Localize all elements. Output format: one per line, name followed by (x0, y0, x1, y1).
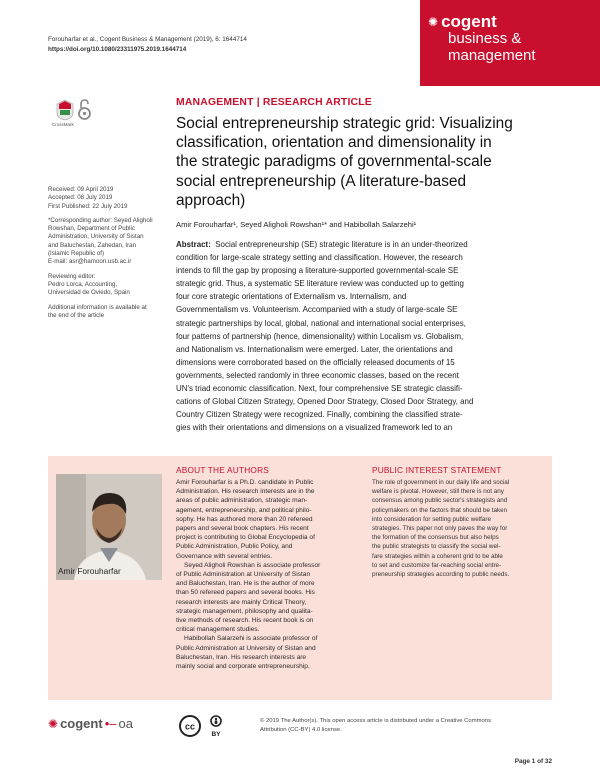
corresponding-author-line: (Islamic Republic of) (48, 250, 105, 258)
about-line: than 50 refereed papers and several books. His (176, 589, 315, 597)
reviewing-editor-line: Reviewing editor: (48, 272, 96, 280)
title-line: the strategic paradigms of governmental-scale (176, 153, 492, 171)
public-interest-line: The role of government in our daily life and social (372, 479, 510, 486)
abstract-line: Social entrepreneurship (SE) strategic literature is in an under-theorized (215, 240, 468, 249)
about-line: areas of public administration, strategic man- (176, 497, 308, 505)
about-line: Public Administration, Public Policy, and (176, 543, 293, 551)
corresponding-author-line: *Corresponding author: Seyed Aligholi (48, 216, 153, 224)
title-line: Social entrepreneurship strategic grid: Visualizing (176, 115, 513, 132)
abstract-line: strategic partnerships by local, global, national and international social enterprises, (176, 318, 466, 328)
abstract-label: Abstract: (176, 240, 211, 249)
crossmark-icon[interactable] (56, 99, 74, 121)
about-line: and Baluchestan, Iran. He is the author of more (176, 580, 315, 588)
about-paragraph (176, 478, 362, 561)
cogent-dots-icon: ✺ (48, 716, 58, 731)
cc-label: cc (184, 721, 196, 732)
about-line: papers and several book chapters. His recent (176, 525, 309, 533)
public-interest-line: to set and customize far-reaching social entre- (372, 561, 502, 569)
footer-logo-oa-icon: •– (104, 716, 117, 731)
about-line: of Public Administration at University of Sistan (176, 571, 311, 579)
author-email[interactable]: E-mail: asr@hamoon.usb.ac.ir (48, 258, 132, 266)
abstract-line: condition for large-scale strategy setting and classification. However, the research (176, 253, 463, 263)
public-interest-line: the formation of the consensus but also helps (372, 534, 499, 542)
cc-by-license-icon[interactable] (178, 714, 230, 740)
corresponding-author-line: Administration, University of Sistan (48, 233, 144, 241)
public-interest-line: policymakers on the factors that should be taken (372, 506, 508, 514)
abstract-line: four core strategic orientations of Externalism vs. Internalism, and (176, 292, 407, 302)
reviewing-editor-line: Pedro Lorca, Accounting, (48, 280, 118, 288)
brand-word-management: management (448, 47, 536, 64)
about-line: agement, entrepreneurship, and political philo- (176, 506, 312, 514)
abstract-line: and Nationalism vs. Internationalism were emerged. Later, the orientations and (176, 344, 453, 354)
license-statement (260, 717, 560, 735)
about-line: Habibollah Salarzehi is associate professor of (184, 635, 318, 643)
received-date: Received: 09 April 2019 (48, 186, 114, 193)
public-interest-heading: PUBLIC INTEREST STATEMENT (372, 465, 502, 475)
about-line: research interests are mainly Critical Theory, (176, 598, 307, 606)
title-line: social entrepreneurship (A literature-based (176, 172, 467, 190)
about-line: sophy. He has authored more than 20 refereed (176, 515, 313, 523)
cogent-oa-logo (48, 716, 133, 731)
open-access-icon (77, 99, 92, 121)
about-authors-text (176, 478, 362, 671)
running-citation: Forouharfar et al., Cogent Business & Management (2019), 6: 1644714 (48, 36, 247, 43)
brand-word-business: business & (448, 30, 522, 47)
public-interest-line: the public strategists to classify the social wel- (372, 543, 501, 551)
about-line: Governance with several entries. (176, 552, 273, 560)
author-list: Amir Forouharfar¹, Seyed Aligholi Rowshan¹* and Habibollah Salarzehi¹ (176, 220, 417, 229)
about-line: strategic management, philosophy and qualita- (176, 607, 313, 615)
public-interest-line: consensus among public sector's strategists and (372, 497, 508, 505)
abstract (176, 238, 560, 434)
abstract-line: cations of Global Citizen Strategy, Opened Door Strategy, Closed Door Strategy, and (176, 397, 474, 407)
title-line: classification, orientation and dimensionality in (176, 134, 492, 152)
public-interest-text (372, 478, 548, 579)
about-line: mainly social and corporate entrepreneurship. (176, 663, 310, 671)
license-line: © 2019 The Author(s). This open access article is distributed under a Creative Commons (260, 718, 492, 724)
page-number: Page 1 of 32 (514, 758, 552, 765)
public-interest-line: welfare is pivotal. However, still there is not any (372, 488, 504, 496)
public-interest-line: preneurship strategies according to public needs. (372, 571, 510, 579)
abstract-line: strategic grid. Thus, a systematic SE literature review was conducted up to getting (176, 279, 464, 289)
abstract-line: dimensions were corroborated based on the officially released documents of 15 (176, 357, 455, 367)
corresponding-author-line: Rowshan, Department of Public (48, 225, 136, 233)
footer-logo-word-oa: oa (118, 716, 133, 731)
abstract-line: four patterns of partnership (hence, dimensionality) within Localism vs. Globalism, (176, 331, 464, 341)
about-line: tive methods of research. His recent book is on (176, 617, 314, 625)
license-line: Attribution (CC-BY) 4.0 license. (260, 727, 342, 733)
abstract-line: Country Citizen Strategy were recognized. Finally, combining the classified strate- (176, 410, 463, 420)
public-interest-line: fare strategies within a coherent grid to be able (372, 552, 503, 560)
reviewing-editor-line: Universidad de Oviedo, Spain (48, 289, 130, 297)
about-line: project is contributing to Global Encyclopedia of (176, 534, 315, 542)
about-line: Seyed Aligholi Rowshan is associate professor (184, 561, 321, 569)
public-interest-line: into consideration for setting public welfare (372, 515, 492, 523)
abstract-line: gies with their orientations and dimensions on a visualized framework led to an (176, 423, 453, 433)
photo-caption: Amir Forouharfar (58, 566, 121, 576)
about-line: Public Administration at University of Sistan and (176, 644, 316, 652)
title-line: approach) (176, 191, 246, 209)
authors-panel (48, 456, 552, 700)
footer-logo-word-cogent: cogent (60, 716, 103, 731)
additional-info-line: Additional information is available at (48, 303, 147, 311)
cogent-dots-icon: ✺ (428, 15, 438, 29)
by-label: BY (211, 731, 221, 738)
crossmark-label: CrossMark (52, 122, 74, 127)
additional-info-line: the end of the article (48, 311, 105, 319)
about-paragraph (176, 561, 362, 635)
article-title (176, 114, 560, 210)
about-authors-heading: ABOUT THE AUTHORS (176, 465, 269, 475)
abstract-line: governments, selected randomly in three economic classes, based on the recent (176, 370, 459, 380)
published-date: First Published: 22 July 2019 (48, 202, 128, 210)
about-line: Amir Forouharfar is a Ph.D. candidate in Public (176, 479, 314, 486)
about-line: Baluchestan, Iran. His research interests are (176, 653, 307, 661)
about-paragraph (176, 634, 362, 671)
journal-brand-block (420, 0, 600, 86)
article-sidebar (48, 186, 168, 326)
abstract-line: Governmentalism vs. Volunteerism. Accompanied with a study of large-scale SE (176, 305, 458, 315)
corresponding-author-line: and Baluchestan, Zahedan, Iran (48, 241, 137, 249)
author-photo (56, 474, 162, 580)
abstract-line: UN's triad economic classification. Next, four comprehensive SE strategic classifi- (176, 384, 463, 394)
doi-link[interactable]: https://doi.org/10.1080/23311975.2019.1644714 (48, 46, 187, 53)
public-interest-line: strategies. This paper not only paves the way for (372, 525, 508, 533)
brand-word-cogent: cogent (441, 12, 497, 31)
about-line: Administration. His research interests are in the (176, 488, 315, 496)
section-label: MANAGEMENT | RESEARCH ARTICLE (176, 97, 372, 108)
accepted-date: Accepted: 08 July 2019 (48, 194, 113, 202)
about-line: critical management studies. (176, 626, 260, 634)
abstract-line: intends to fill the gap by proposing a literature-supported governmental-scale SE (176, 266, 459, 276)
